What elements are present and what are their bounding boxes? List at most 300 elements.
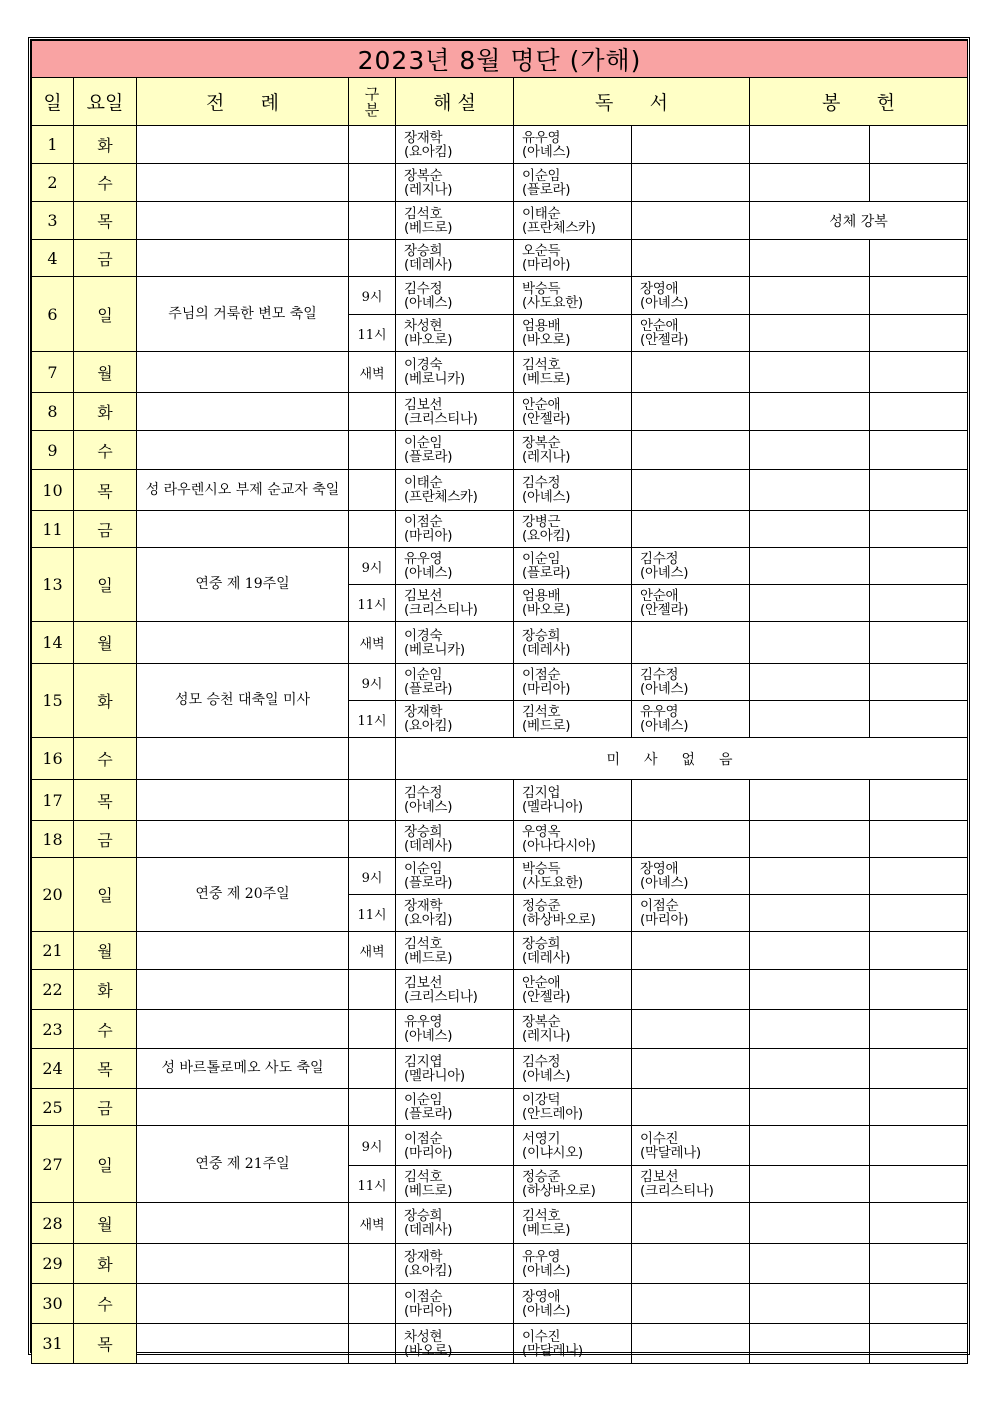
reader-2 (632, 1049, 750, 1089)
baptismal-name: (베드로) (404, 219, 453, 236)
reader-2 (632, 1126, 750, 1166)
session-label (349, 1324, 396, 1364)
baptismal-name: (요아킴) (404, 718, 453, 734)
offering-1 (750, 352, 870, 393)
person-name: 장영애 (522, 1288, 561, 1305)
reader-1 (514, 622, 632, 664)
table-row (32, 1010, 968, 1049)
weekday: 금 (74, 1089, 137, 1126)
baptismal-name: (막달레나) (522, 1342, 583, 1359)
reader-1 (514, 970, 632, 1010)
session-label: 새벽 (349, 1203, 396, 1244)
baptismal-name: (데레사) (404, 838, 453, 854)
reader-2 (632, 393, 750, 431)
schedule-frame (28, 37, 970, 1359)
baptismal-name: (크리스티나) (404, 410, 478, 427)
table-row (32, 393, 968, 431)
person-name: 이순임 (404, 667, 443, 683)
header-reading: 독 서 (514, 78, 750, 126)
commentary-person (396, 1089, 514, 1126)
offering-2 (870, 240, 968, 277)
baptismal-name: (마리아) (522, 257, 571, 273)
table-row (32, 1324, 968, 1364)
person-name: 장영애 (640, 861, 679, 877)
baptismal-name: (안젤라) (640, 332, 689, 348)
liturgy (137, 511, 349, 548)
reader-1 (514, 431, 632, 470)
offering-2 (870, 277, 968, 315)
session-label: 9시 (349, 858, 396, 895)
reader-2 (632, 1166, 750, 1203)
commentary-person (396, 932, 514, 970)
reader-2 (632, 1324, 750, 1364)
reader-2 (632, 932, 750, 970)
reader-1 (514, 780, 632, 821)
commentary-person (396, 164, 514, 202)
person-name: 장승희 (522, 935, 561, 952)
offering-1 (750, 970, 870, 1010)
offering-2 (870, 1089, 968, 1126)
baptismal-name: (아녜스) (404, 565, 453, 581)
offering-1 (750, 164, 870, 202)
offering-1 (750, 1203, 870, 1244)
person-name: 장재학 (404, 898, 443, 914)
offering-2 (870, 1244, 968, 1284)
liturgy (137, 738, 349, 780)
table-row (32, 470, 968, 511)
reader-1 (514, 1049, 632, 1089)
baptismal-name: (크리스티나) (404, 602, 478, 618)
offering-2 (870, 1166, 968, 1203)
liturgy (137, 932, 349, 970)
person-name: 유우영 (404, 1014, 443, 1030)
commentary-person (396, 470, 514, 511)
baptismal-name: (크리스티나) (640, 1183, 714, 1199)
commentary-person (396, 1284, 514, 1324)
session-label: 9시 (349, 1126, 396, 1166)
session-label (349, 431, 396, 470)
table-row (32, 1126, 968, 1166)
reader-1 (514, 932, 632, 970)
person-name: 이수진 (522, 1328, 561, 1345)
baptismal-name: (아녜스) (640, 294, 689, 311)
person-name: 김석호 (522, 1208, 561, 1224)
table-row (32, 511, 968, 548)
offering-1 (750, 240, 870, 277)
liturgy (137, 1010, 349, 1049)
reader-1 (514, 315, 632, 352)
offering-2 (870, 970, 968, 1010)
person-name: 장복순 (522, 1014, 561, 1030)
commentary-person (396, 548, 514, 585)
offering-1 (750, 664, 870, 701)
person-name: 유우영 (404, 551, 443, 567)
baptismal-name: (막달레나) (640, 1144, 701, 1161)
reader-2 (632, 622, 750, 664)
day-number: 24 (32, 1049, 74, 1089)
day-number: 23 (32, 1010, 74, 1049)
offering-2 (870, 932, 968, 970)
person-name: 김보선 (404, 974, 443, 991)
table-row (32, 780, 968, 821)
baptismal-name: (아녜스) (522, 143, 571, 160)
reader-2 (632, 970, 750, 1010)
person-name: 유우영 (640, 704, 679, 720)
commentary-person (396, 126, 514, 164)
reader-2 (632, 352, 750, 393)
liturgy (137, 970, 349, 1010)
commentary-person (396, 1324, 514, 1364)
baptismal-name: (요아킴) (404, 1262, 453, 1279)
offering-2 (870, 470, 968, 511)
commentary-person (396, 352, 514, 393)
person-name: 정승준 (522, 898, 561, 914)
reader-2 (632, 1203, 750, 1244)
offering-1 (750, 585, 870, 622)
reader-2 (632, 1284, 750, 1324)
session-label (349, 164, 396, 202)
person-name: 박승득 (522, 861, 561, 877)
person-name: 안순애 (522, 396, 561, 413)
person-name: 김수정 (522, 475, 561, 491)
reader-2 (632, 240, 750, 277)
baptismal-name: (마리아) (404, 528, 453, 544)
header-liturgy: 전 례 (137, 78, 349, 126)
offering-1 (750, 1010, 870, 1049)
person-name: 김보선 (640, 1169, 679, 1185)
day-number: 13 (32, 548, 74, 622)
baptismal-name: (베드로) (522, 371, 571, 387)
offering-1 (750, 780, 870, 821)
person-name: 서영기 (522, 1130, 561, 1147)
offering-1 (750, 1126, 870, 1166)
day-number: 6 (32, 277, 74, 352)
weekday: 월 (74, 352, 137, 393)
liturgy (137, 780, 349, 821)
baptismal-name: (멜라니아) (404, 1067, 465, 1084)
session-label: 새벽 (349, 352, 396, 393)
weekday: 수 (74, 1010, 137, 1049)
baptismal-name: (마리아) (404, 1302, 453, 1319)
offering-1 (750, 622, 870, 664)
baptismal-name: (플로라) (404, 449, 453, 465)
weekday: 목 (74, 1049, 137, 1089)
schedule-table (31, 40, 968, 1364)
reader-1 (514, 585, 632, 622)
day-number: 4 (32, 240, 74, 277)
day-number: 20 (32, 858, 74, 932)
reader-2 (632, 126, 750, 164)
liturgy: 성 바르톨로메오 사도 축일 (137, 1049, 349, 1089)
baptismal-name: (이냐시오) (522, 1144, 583, 1161)
offering-2 (870, 431, 968, 470)
offering-2 (870, 164, 968, 202)
commentary-person (396, 664, 514, 701)
baptismal-name: (사도요한) (522, 875, 583, 891)
person-name: 안순애 (640, 588, 679, 604)
baptismal-name: (바오로) (522, 332, 571, 348)
person-name: 이점순 (522, 667, 561, 683)
commentary-person (396, 393, 514, 431)
baptismal-name: (아녜스) (522, 1067, 571, 1084)
commentary-person (396, 1010, 514, 1049)
weekday: 수 (74, 431, 137, 470)
header-session (349, 78, 396, 126)
session-label: 9시 (349, 277, 396, 315)
session-label: 9시 (349, 548, 396, 585)
header-day: 일 (32, 78, 74, 126)
session-label: 9시 (349, 664, 396, 701)
baptismal-name: (안젤라) (640, 602, 689, 618)
offering-note: 성체 강복 (750, 202, 968, 240)
session-label: 11시 (349, 315, 396, 352)
person-name: 강병근 (522, 514, 561, 530)
baptismal-name: (베드로) (404, 949, 453, 966)
offering-1 (750, 548, 870, 585)
session-label (349, 738, 396, 780)
reader-2 (632, 664, 750, 701)
commentary-person (396, 1244, 514, 1284)
person-name: 김수정 (522, 1053, 561, 1070)
person-name: 김석호 (522, 704, 561, 720)
person-name: 이순임 (404, 861, 443, 877)
baptismal-name: (바오로) (522, 602, 571, 618)
session-label: 11시 (349, 701, 396, 738)
day-number: 17 (32, 780, 74, 821)
day-number: 15 (32, 664, 74, 738)
liturgy (137, 1203, 349, 1244)
person-name: 이점순 (404, 1288, 443, 1305)
reader-1 (514, 511, 632, 548)
table-row (32, 202, 968, 240)
table-row (32, 548, 968, 585)
session-label: 11시 (349, 895, 396, 932)
person-name: 이점순 (640, 898, 679, 914)
offering-1 (750, 511, 870, 548)
weekday: 수 (74, 1284, 137, 1324)
table-row (32, 1284, 968, 1324)
baptismal-name: (베로니카) (404, 371, 465, 387)
liturgy (137, 431, 349, 470)
baptismal-name: (안드레아) (522, 1106, 583, 1122)
person-name: 이순임 (404, 435, 443, 451)
offering-1 (750, 393, 870, 431)
table-row (32, 164, 968, 202)
person-name: 김석호 (404, 205, 443, 222)
baptismal-name: (바오로) (404, 332, 453, 348)
person-name: 이점순 (404, 1130, 443, 1147)
offering-2 (870, 1284, 968, 1324)
table-row (32, 277, 968, 315)
weekday: 목 (74, 1324, 137, 1364)
person-name: 김수정 (640, 551, 679, 567)
reader-1 (514, 393, 632, 431)
commentary-person (396, 511, 514, 548)
reader-2 (632, 431, 750, 470)
liturgy (137, 622, 349, 664)
reader-1 (514, 1089, 632, 1126)
person-name: 장영애 (640, 280, 679, 297)
commentary-person (396, 1166, 514, 1203)
baptismal-name: (아녜스) (640, 718, 689, 734)
reader-2 (632, 1244, 750, 1284)
session-label (349, 202, 396, 240)
baptismal-name: (아녜스) (404, 1028, 453, 1044)
reader-1 (514, 664, 632, 701)
baptismal-name: (레지나) (404, 181, 453, 198)
baptismal-name: (프란체스카) (522, 219, 596, 236)
weekday: 금 (74, 821, 137, 858)
person-name: 장승희 (404, 1208, 443, 1224)
person-name: 차성현 (404, 318, 443, 334)
baptismal-name: (아녜스) (522, 1302, 571, 1319)
offering-1 (750, 431, 870, 470)
commentary-person (396, 780, 514, 821)
person-name: 차성현 (404, 1328, 443, 1345)
baptismal-name: (플로라) (522, 565, 571, 581)
baptismal-name: (프란체스카) (404, 489, 478, 505)
header-row (32, 78, 968, 126)
person-name: 장재학 (404, 129, 443, 146)
session-label (349, 1089, 396, 1126)
commentary-person (396, 240, 514, 277)
person-name: 이수진 (640, 1130, 679, 1147)
reader-2 (632, 1010, 750, 1049)
reader-1 (514, 240, 632, 277)
liturgy (137, 1324, 349, 1364)
baptismal-name: (데레사) (404, 257, 453, 273)
person-name: 김석호 (404, 935, 443, 952)
offering-1 (750, 895, 870, 932)
table-row (32, 932, 968, 970)
liturgy (137, 1089, 349, 1126)
table-row (32, 431, 968, 470)
offering-2 (870, 352, 968, 393)
baptismal-name: (마리아) (404, 1144, 453, 1161)
weekday: 일 (74, 858, 137, 932)
weekday: 일 (74, 277, 137, 352)
reader-1 (514, 1244, 632, 1284)
person-name: 장복순 (404, 167, 443, 184)
baptismal-name: (플로라) (522, 181, 571, 198)
offering-1 (750, 1166, 870, 1203)
day-number: 7 (32, 352, 74, 393)
session-label: 11시 (349, 585, 396, 622)
day-number: 16 (32, 738, 74, 780)
weekday: 금 (74, 511, 137, 548)
reader-2 (632, 164, 750, 202)
person-name: 이태순 (522, 205, 561, 222)
table-row (32, 858, 968, 895)
table-row (32, 664, 968, 701)
weekday: 월 (74, 622, 137, 664)
baptismal-name: (안젤라) (522, 988, 571, 1005)
commentary-person (396, 895, 514, 932)
commentary-person (396, 315, 514, 352)
offering-1 (750, 277, 870, 315)
offering-1 (750, 858, 870, 895)
baptismal-name: (레지나) (522, 1028, 571, 1044)
liturgy: 연중 제 20주일 (137, 858, 349, 932)
header-session-char: 분 (364, 100, 380, 119)
baptismal-name: (아녜스) (640, 681, 689, 697)
baptismal-name: (데레사) (522, 641, 571, 658)
offering-1 (750, 701, 870, 738)
offering-2 (870, 780, 968, 821)
offering-2 (870, 821, 968, 858)
liturgy (137, 164, 349, 202)
day-number: 18 (32, 821, 74, 858)
table-row (32, 1089, 968, 1126)
person-name: 장재학 (404, 704, 443, 720)
table-row (32, 1203, 968, 1244)
person-name: 이경숙 (404, 357, 443, 373)
baptismal-name: (사도요한) (522, 294, 583, 311)
person-name: 오순득 (522, 243, 561, 259)
offering-2 (870, 585, 968, 622)
session-label (349, 1049, 396, 1089)
session-label (349, 470, 396, 511)
day-number: 11 (32, 511, 74, 548)
offering-1 (750, 1049, 870, 1089)
weekday: 목 (74, 780, 137, 821)
reader-1 (514, 701, 632, 738)
person-name: 김석호 (404, 1169, 443, 1185)
offering-2 (870, 511, 968, 548)
liturgy: 성 라우렌시오 부제 순교자 축일 (137, 470, 349, 511)
liturgy (137, 1244, 349, 1284)
offering-1 (750, 1089, 870, 1126)
header-weekday: 요일 (74, 78, 137, 126)
baptismal-name: (베드로) (522, 718, 571, 734)
person-name: 김지엽 (404, 1053, 443, 1070)
liturgy: 주님의 거룩한 변모 축일 (137, 277, 349, 352)
baptismal-name: (플로라) (404, 681, 453, 697)
offering-1 (750, 126, 870, 164)
commentary-person (396, 622, 514, 664)
commentary-person (396, 821, 514, 858)
baptismal-name: (바오로) (404, 1342, 453, 1359)
offering-1 (750, 1244, 870, 1284)
liturgy (137, 240, 349, 277)
table-row (32, 821, 968, 858)
reader-2 (632, 470, 750, 511)
reader-2 (632, 202, 750, 240)
liturgy: 성모 승천 대축일 미사 (137, 664, 349, 738)
commentary-person (396, 431, 514, 470)
offering-2 (870, 393, 968, 431)
reader-1 (514, 548, 632, 585)
day-number: 10 (32, 470, 74, 511)
offering-2 (870, 1203, 968, 1244)
weekday: 수 (74, 164, 137, 202)
baptismal-name: (안젤라) (522, 410, 571, 427)
table-row (32, 1244, 968, 1284)
day-number: 21 (32, 932, 74, 970)
offering-2 (870, 858, 968, 895)
page-title: 2023년 8월 명단 (가해) (32, 41, 968, 78)
baptismal-name: (멜라니아) (522, 799, 583, 815)
offering-2 (870, 548, 968, 585)
session-label (349, 240, 396, 277)
session-label: 새벽 (349, 932, 396, 970)
weekday: 화 (74, 126, 137, 164)
reader-2 (632, 315, 750, 352)
session-label (349, 821, 396, 858)
person-name: 박승득 (522, 280, 561, 297)
person-name: 유우영 (522, 129, 561, 146)
weekday: 화 (74, 664, 137, 738)
